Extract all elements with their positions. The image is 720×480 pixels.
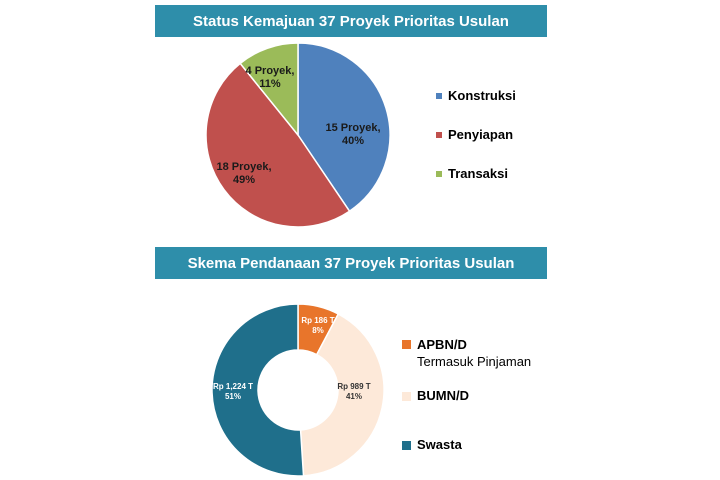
data-label-bumn-d-percent: 41% [345,392,363,401]
data-label-transaksi-percent: 11% [259,78,281,90]
legend-text-apbn [417,336,531,369]
legend-label-transaksi: Transaksi [448,166,508,181]
legend-item-swasta [402,437,462,452]
legend-swatch-bumn [402,392,411,401]
chart-2-title: Skema Pendanaan 37 Proyek Prioritas Usulan [155,247,547,279]
data-label-swasta-percent: 51% [224,392,242,401]
legend-item-transaksi [436,166,508,181]
legend-label-swasta: Swasta [417,437,462,452]
legend-swatch-apbn [402,340,411,349]
legend-swatch-swasta [402,441,411,450]
legend-sublabel-apbn: Termasuk Pinjaman [417,354,532,369]
legend-label-bumn: BUMN/D [417,388,469,403]
legend-swatch-penyiapan [436,132,442,138]
legend-label-apbn: APBN/D [417,337,467,352]
data-label-penyiapan-percent: 49% [232,174,256,186]
legend-item-bumn [402,388,469,403]
legend-label-konstruksi: Konstruksi [448,88,516,103]
data-label-konstruksi-value: 15 Proyek, [325,122,381,134]
legend-item-apbn [402,336,531,369]
chart-1-title: Status Kemajuan 37 Proyek Prioritas Usulan [155,5,547,37]
data-label-konstruksi-percent: 40% [341,135,365,147]
legend-swatch-transaksi [436,171,442,177]
data-label-bumn-d-value: Rp 989 T [337,382,371,391]
legend-item-penyiapan [436,127,513,142]
legend-label-penyiapan: Penyiapan [448,127,514,142]
data-label-penyiapan-value: 18 Proyek, [216,161,272,173]
legend-swatch-konstruksi [436,93,442,99]
data-label-swasta-value: Rp 1,224 T [212,382,254,391]
data-label-transaksi-value: 4 Proyek, [245,65,295,77]
legend-item-konstruksi [436,88,516,103]
data-label-apbn-d-percent: 8% [312,326,324,335]
data-label-apbn-d-value: Rp 186 T [301,316,335,325]
